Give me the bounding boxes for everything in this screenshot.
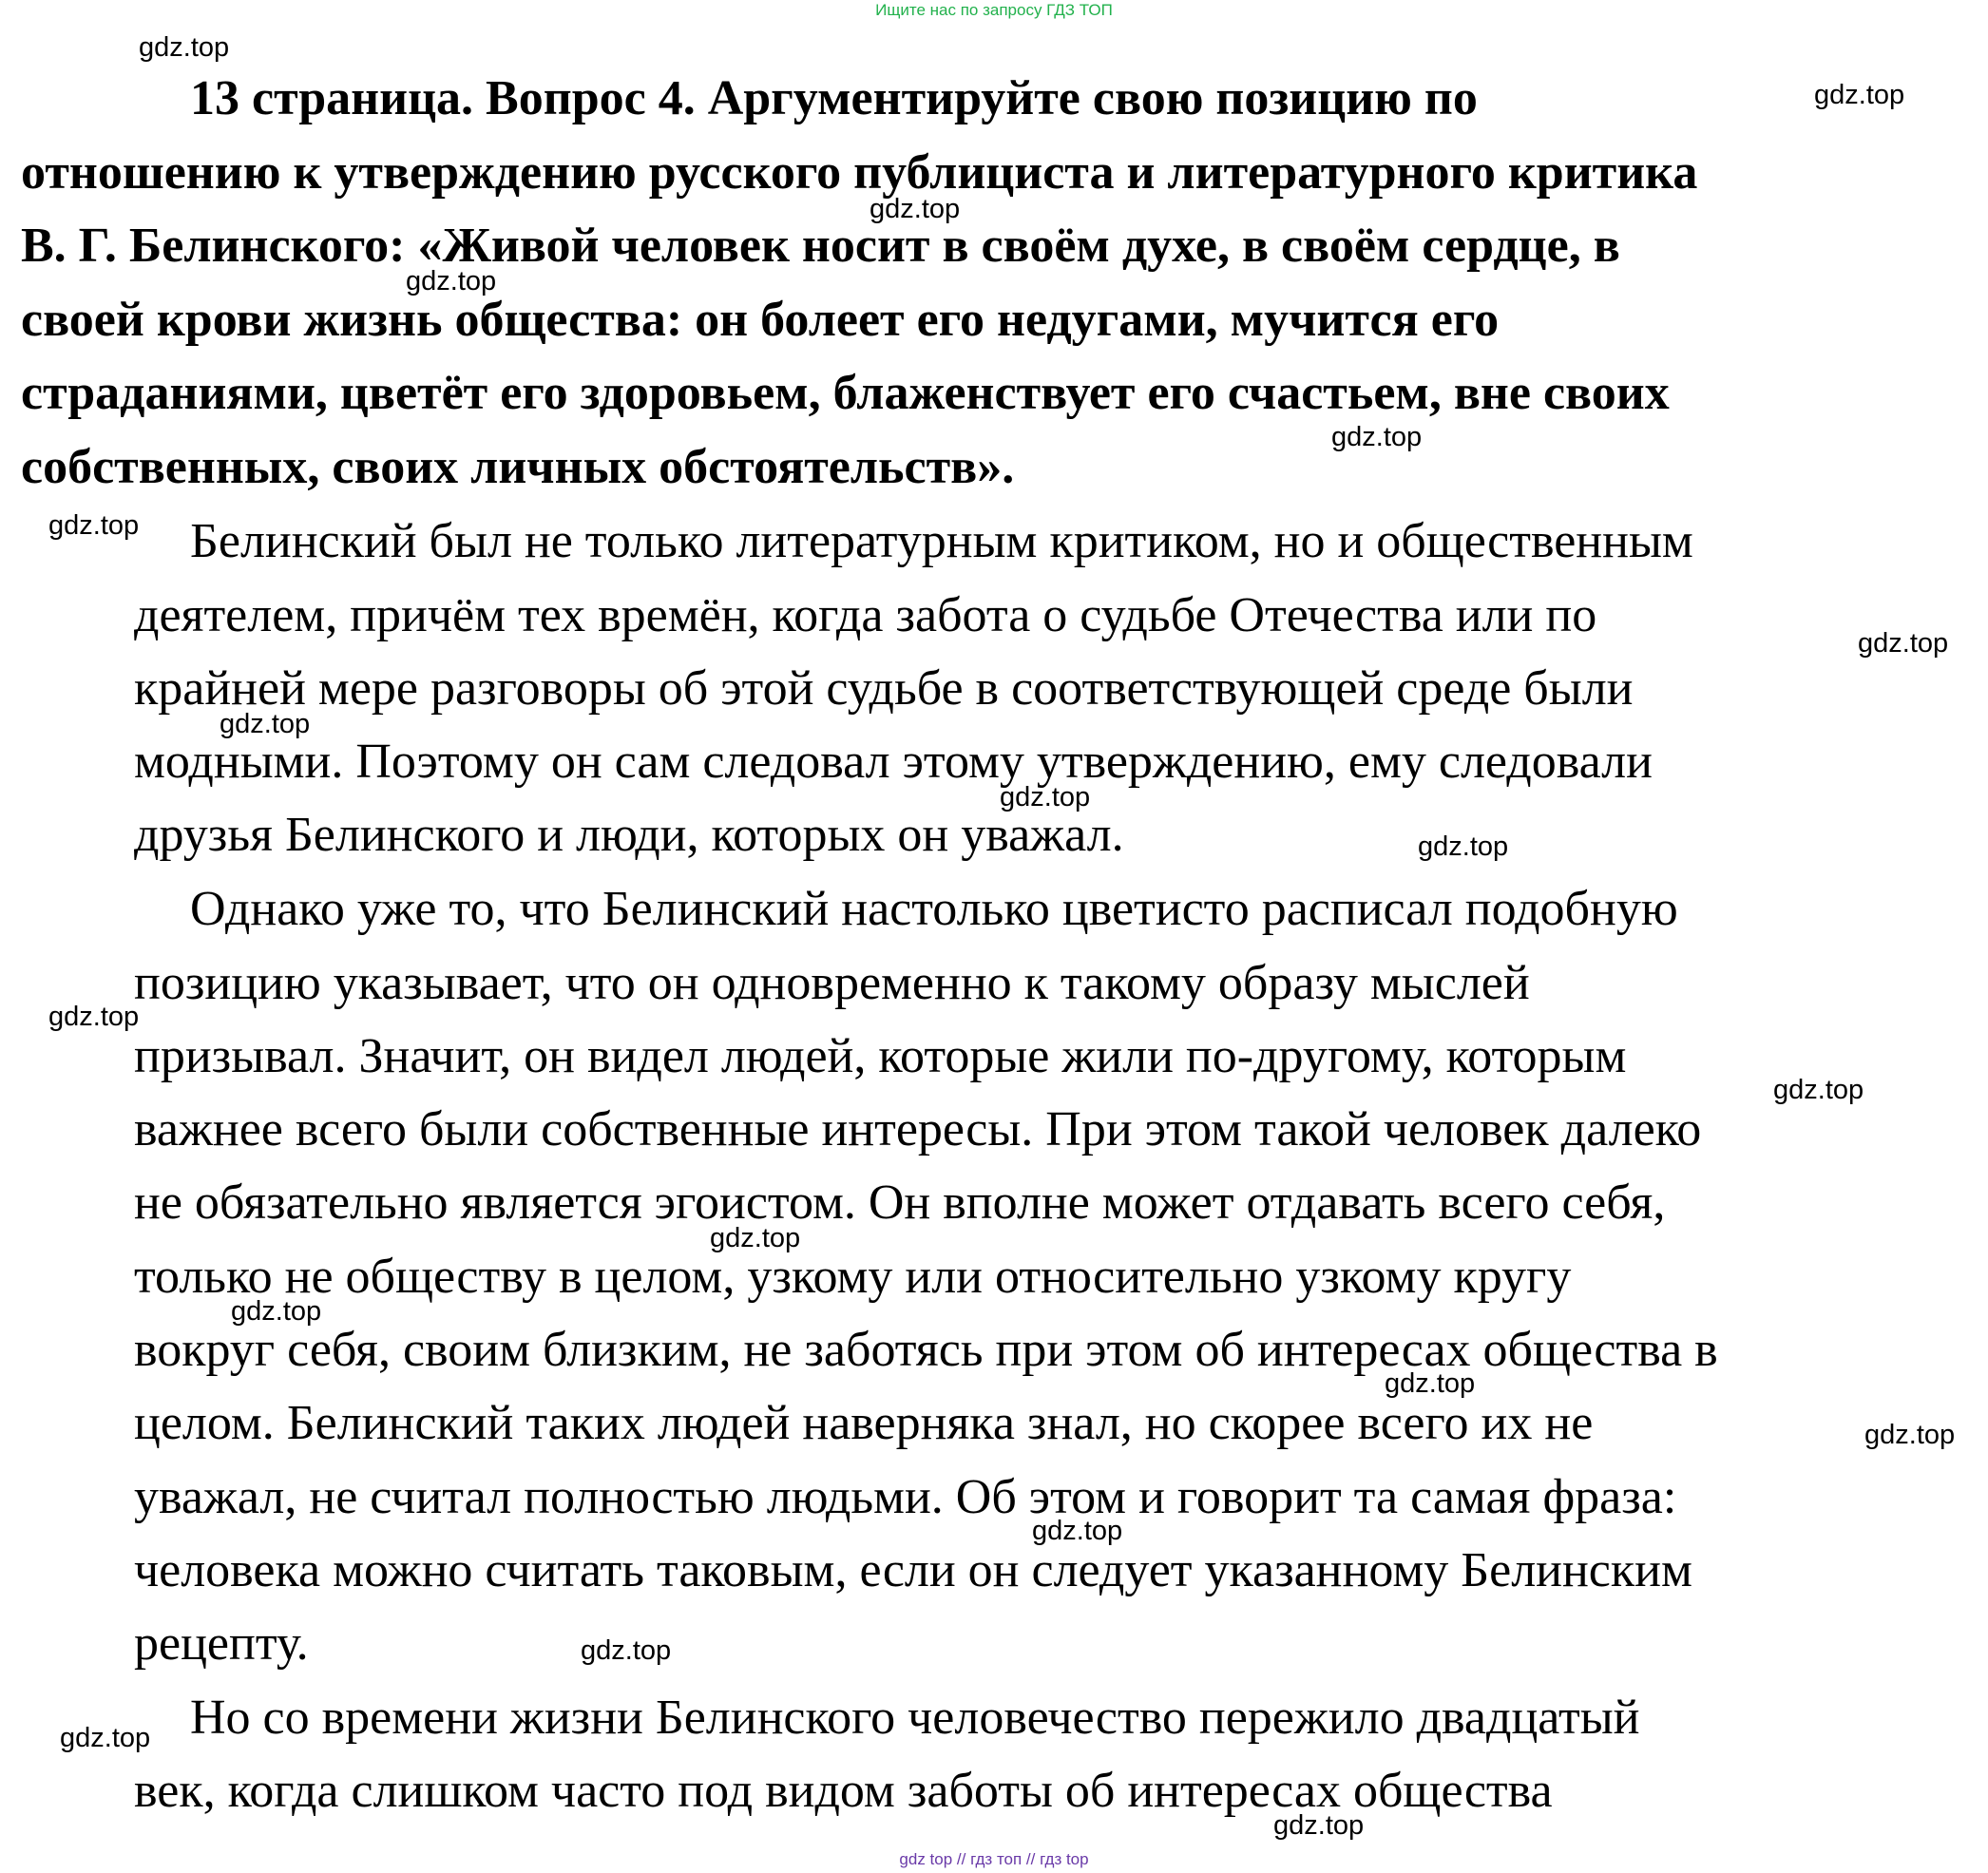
answer-line: век, когда слишком часто под видом заботы об интересах общества bbox=[134, 1764, 1553, 1818]
watermark: gdz.top bbox=[710, 1223, 801, 1253]
question-line: отношению к утверждению русского публициста и литературного критика bbox=[21, 145, 1698, 200]
question-line: страданиями, цветёт его здоровьем, блаженствует его счастьем, вне своих bbox=[21, 366, 1670, 420]
answer-line: Но со времени жизни Белинского человечество пережило двадцатый bbox=[190, 1691, 1640, 1745]
answer-line: призывал. Значит, он видел людей, которые жили по-другому, которым bbox=[134, 1029, 1627, 1083]
watermark: gdz.top bbox=[1858, 628, 1949, 659]
watermark: gdz.top bbox=[139, 32, 230, 63]
watermark: gdz.top bbox=[60, 1723, 151, 1753]
answer-line: только не обществу в целом, узкому или относительно узкому кругу bbox=[134, 1250, 1572, 1304]
question-line: своей крови жизнь общества: он болеет его недугами, мучится его bbox=[21, 293, 1500, 347]
watermark: gdz.top bbox=[231, 1296, 322, 1327]
watermark: gdz.top bbox=[1385, 1368, 1476, 1399]
watermark: gdz.top bbox=[1773, 1075, 1864, 1105]
watermark: gdz.top bbox=[48, 1002, 140, 1032]
answer-line: деятелем, причём тех времён, когда забота о судьбе Отечества или по bbox=[134, 588, 1597, 642]
watermark: gdz.top bbox=[1331, 422, 1423, 452]
watermark: gdz.top bbox=[1814, 80, 1905, 110]
watermark: gdz.top bbox=[1032, 1516, 1123, 1546]
watermark: gdz.top bbox=[1864, 1420, 1956, 1450]
answer-line: целом. Белинский таких людей наверняка знал, но скорее всего их не bbox=[134, 1396, 1594, 1450]
answer-line: не обязательно является эгоистом. Он вполне может отдавать всего себя, bbox=[134, 1175, 1666, 1230]
question-line: В. Г. Белинского: «Живой человек носит в своём духе, в своём сердце, в bbox=[21, 219, 1620, 273]
top-banner: Ищите нас по запросу ГДЗ ТОП bbox=[875, 1, 1113, 19]
question-line: 13 страница. Вопрос 4. Аргументируйте свою позицию по bbox=[190, 71, 1478, 125]
answer-line: Однако уже то, что Белинский настолько цветисто расписал подобную bbox=[190, 882, 1678, 936]
watermark: gdz.top bbox=[220, 709, 311, 739]
answer-line: рецепту. bbox=[134, 1616, 309, 1671]
answer-line: важнее всего были собственные интересы. При этом такой человек далеко bbox=[134, 1102, 1702, 1156]
watermark: gdz.top bbox=[1273, 1810, 1365, 1841]
answer-line: вокруг себя, своим близким, не заботясь при этом об интересах общества в bbox=[134, 1323, 1718, 1377]
answer-line: человека можно считать таковым, если он следует указанному Белинским bbox=[134, 1543, 1692, 1597]
watermark: gdz.top bbox=[48, 510, 140, 541]
answer-line: друзья Белинского и люди, которых он уважал. bbox=[134, 808, 1124, 862]
watermark: gdz.top bbox=[406, 266, 497, 296]
answer-line: модными. Поэтому он сам следовал этому утверждению, ему следовали bbox=[134, 735, 1653, 789]
answer-line: уважал, не считал полностью людьми. Об этом и говорит та самая фраза: bbox=[134, 1470, 1677, 1524]
watermark: gdz.top bbox=[870, 194, 961, 224]
watermark: gdz.top bbox=[581, 1635, 672, 1666]
watermark: gdz.top bbox=[1000, 782, 1091, 812]
watermark: gdz.top bbox=[1418, 831, 1509, 862]
answer-line: позицию указывает, что он одновременно к такому образу мыслей bbox=[134, 956, 1530, 1010]
question-line: собственных, своих личных обстоятельств». bbox=[21, 440, 1015, 494]
bottom-footer: gdz top // гдз топ // гдз top bbox=[899, 1850, 1089, 1868]
answer-line: крайней мере разговоры об этой судьбе в соответствующей среде были bbox=[134, 661, 1634, 716]
answer-line: Белинский был не только литературным критиком, но и общественным bbox=[190, 514, 1693, 568]
